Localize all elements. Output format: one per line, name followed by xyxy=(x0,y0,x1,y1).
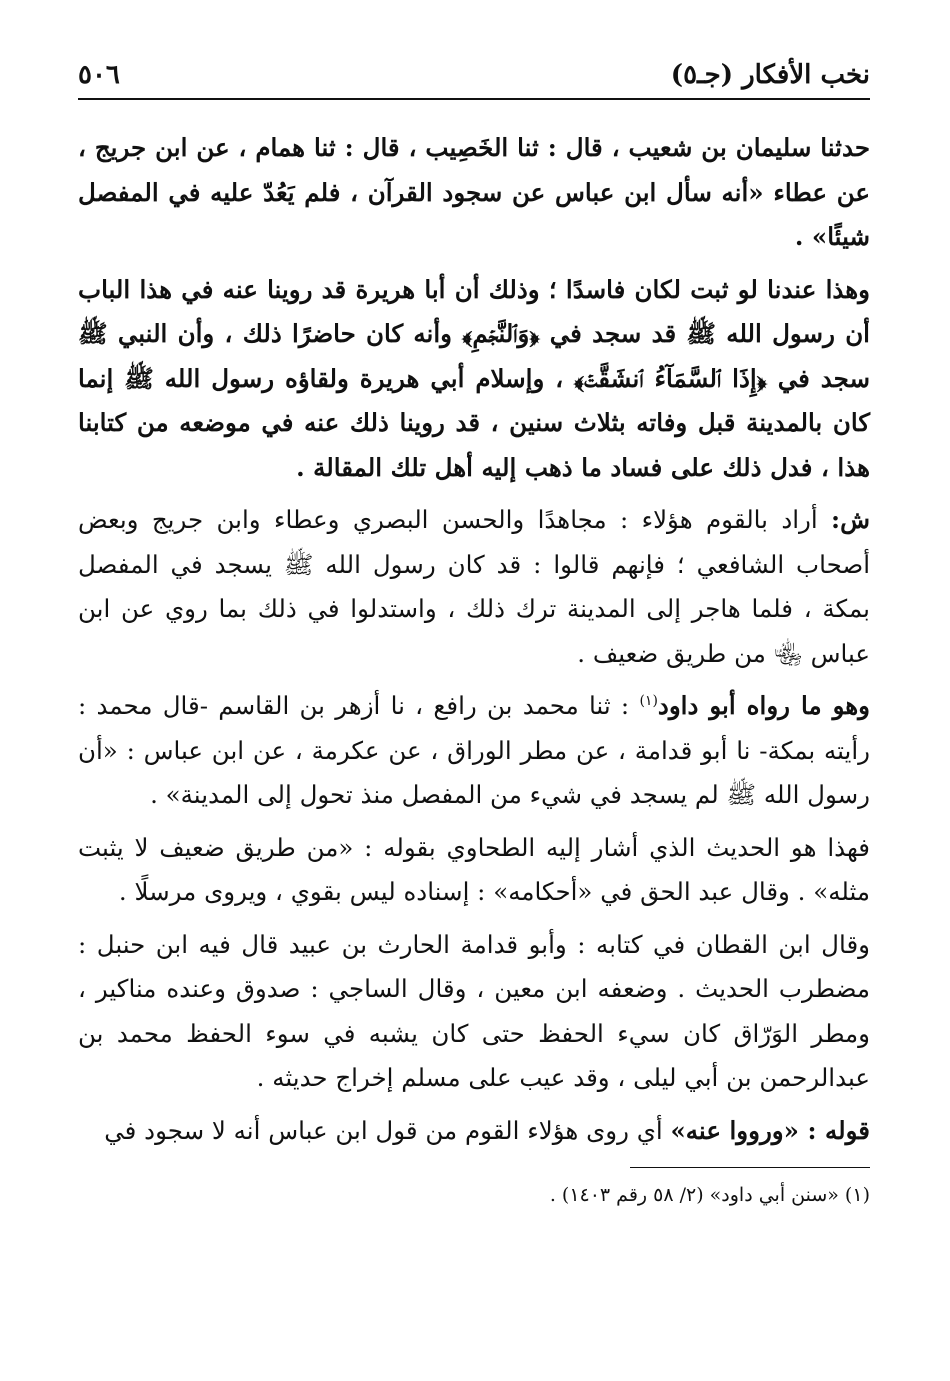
page-header xyxy=(78,50,870,90)
footnote: (١) «سنن أبي داود» (٢/ ٥٨ رقم ١٤٠٣) . xyxy=(549,1184,870,1206)
running-title: نخب الأفكار (جـ٥) xyxy=(670,60,870,90)
paragraph-ibn-qattan: وقال ابن القطان في كتابه : وأبو قدامة الحارث بن عبيد قال فيه ابن حنبل : مضطرب الحديث . وضعفه ابن معين ، وقال الساجي : صدوق وعنده مناكير ، ومطر الوَرّاق كان سيء الحفظ حتى كان يشبه في سوء الحفظ محمد بن عبدالرحمن بن أبي ليلى ، وقد عيب على مسلم إخراج حديثه . xyxy=(78,929,870,1092)
footnote-divider xyxy=(630,1167,870,1168)
paragraph-commentary: ش: أراد بالقوم هؤلاء : مجاهدًا والحسن البصري وعطاء وابن جريج وبعض أصحاب الشافعي ؛ فإنهم قالوا : قد كان رسول الله ﷺ يسجد في المفصل بمكة ، فلما هاجر إلى المدينة ترك ذلك ، واستدلوا في ذلك بما روي عن ابن عباس ﵄ من طريق ضعيف . xyxy=(78,505,870,668)
paragraph-lead: وهو ما رواه أبو داود xyxy=(657,691,870,720)
paragraph-lead: قوله : «ورووا عنه» xyxy=(670,1115,870,1145)
paragraph-hadith-chain: حدثنا سليمان بن شعيب ، قال : ثنا الخَصِيب ، قال : ثنا همام ، عن ابن جريج ، عن عطاء «أنه سأل ابن عباس عن سجود القرآن ، فلم يَعُدّ عليه في المفصل شيئًا» . xyxy=(78,133,870,251)
paragraph-tahawi-hadith: فهذا هو الحديث الذي أشار إليه الطحاوي بقوله : «من طريق ضعيف لا يثبت مثله» . وقال عبد الحق في «أحكامه» : إسناده ليس بقوي ، ويروى مرسلًا . xyxy=(78,832,870,906)
book-page xyxy=(78,50,870,1350)
paragraph-abu-dawud: وهو ما رواه أبو داود$^{(١)}$ : ثنا محمد بن رافع ، نا أزهر بن القاسم -قال محمد : رأيته بمكة- نا أبو قدامة ، عن مطر الوراق ، عن عكرمة ، عن ابن عباس : «أن رسول الله ﷺ لم يسجد في شيء من المفصل منذ تحول إلى المدينة» . xyxy=(78,691,870,809)
page-number: ٥٠٦ xyxy=(78,60,120,90)
main-text xyxy=(78,126,870,1153)
footnote-reference[interactable]: (١) xyxy=(639,692,658,709)
header-rule xyxy=(78,98,870,100)
commentary-marker: ش: xyxy=(831,505,870,534)
paragraph-tahawi-argument: وهذا عندنا لو ثبت لكان فاسدًا ؛ وذلك أن أبا هريرة قد روينا عنه في هذا الباب أن رسول الله ﷺ قد سجد في ﴿وَٱلنَّجۡمِ﴾ وأنه كان حاضرًا ذلك ، وأن النبي ﷺ سجد في ﴿إِذَا ٱلسَّمَآءُ ٱنشَقَّتۡ﴾ ، وإسلام أبي هريرة ولقاؤه رسول الله ﷺ إنما كان بالمدينة قبل وفاته بثلاث سنين ، قد روينا ذلك عنه في موضعه من كتابنا هذا ، فدل ذلك على فساد ما ذهب إليه أهل تلك المقالة . xyxy=(78,274,870,482)
paragraph-qawluhu: قوله : «ورووا عنه» أي روى هؤلاء القوم من قول ابن عباس أنه لا سجود في xyxy=(104,1115,870,1145)
